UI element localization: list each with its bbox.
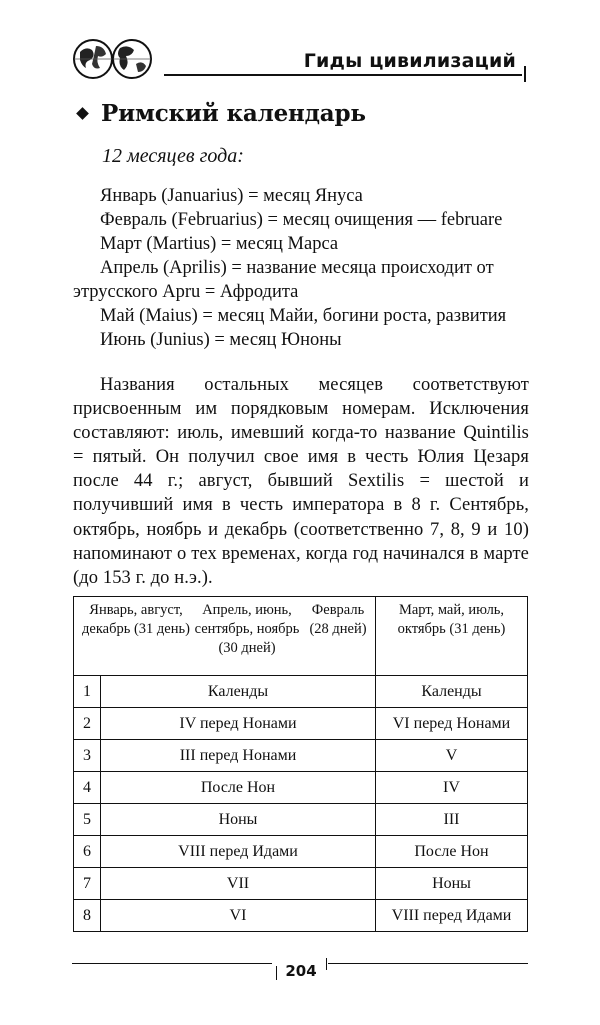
row-number: 7 (74, 868, 101, 900)
header-tick (524, 66, 526, 82)
row-cell-b: Ноны (376, 868, 528, 900)
row-cell-a: III перед Нонами (101, 740, 376, 772)
month-line: этрусского Apru = Афродита (73, 282, 299, 302)
row-cell-a: Ноны (101, 804, 376, 836)
page-number-tick-right (326, 958, 327, 970)
paragraph-text: Названия остальных месяцев соответствуют присвоенным им порядковым номерам. Исключения составляют: июль, имевший когда-то название Quintilis = пятый. Он получил свое имя в честь Юлия Цезаря после 44 г.; август, бывший Sextilis = шестой и получивший имя в честь императора в 8 г. Сентябрь, октябрь, ноябрь и декабрь (соответственно 7, 8, 9 и 10) напоминают о тех временах, когда год начинался в марте (до 153 г. до н.э.). (73, 375, 529, 588)
running-header (72, 38, 530, 80)
section-title-text: Римский календарь (101, 100, 366, 127)
row-cell-a: IV перед Нонами (101, 708, 376, 740)
row-cell-b: IV (376, 772, 528, 804)
row-cell-b: VI перед Нонами (376, 708, 528, 740)
header-rule (164, 74, 522, 76)
row-number: 3 (74, 740, 101, 772)
month-line: Май (Maius) = месяц Майи, богини роста, развития (100, 306, 507, 326)
month-line: Июнь (Junius) = месяц Юноны (100, 330, 342, 350)
calendar-table (73, 596, 528, 932)
footer-rule-left (72, 963, 272, 964)
footer-rule-right (328, 963, 528, 964)
header-col-feb: Февраль (28 дней) (309, 602, 367, 637)
months-list (73, 184, 529, 352)
table-header-row (74, 597, 528, 676)
diamond-bullet-icon (76, 107, 89, 120)
row-cell-b: После Нон (376, 836, 528, 868)
header-col-mar-may-jul-oct: Март, май, июль, октябрь (31 день) (376, 597, 528, 676)
month-line: Февраль (Februarius) = месяц очищения — februare (100, 210, 503, 230)
table-row (74, 868, 528, 900)
running-header-title: Гиды цивилизаций (303, 50, 516, 72)
globe-logo-icon (72, 38, 164, 80)
table-row (74, 740, 528, 772)
row-number: 2 (74, 708, 101, 740)
table-row (74, 676, 528, 708)
row-number: 5 (74, 804, 101, 836)
row-number: 4 (74, 772, 101, 804)
row-number: 8 (74, 900, 101, 932)
row-cell-b: III (376, 804, 528, 836)
table-row (74, 804, 528, 836)
section-title (78, 100, 366, 127)
row-cell-a: Календы (101, 676, 376, 708)
body-paragraph (73, 373, 529, 590)
month-line: Апрель (Aprilis) = название месяца происходит от (100, 258, 494, 278)
header-col-jan-aug-dec: Январь, август, декабрь (31 день) (82, 602, 190, 637)
row-cell-b: VIII перед Идами (376, 900, 528, 932)
subtitle: 12 месяцев года: (102, 145, 244, 167)
month-line: Январь (Januarius) = месяц Януса (100, 186, 363, 206)
table-row (74, 836, 528, 868)
month-line: Март (Martius) = месяц Марса (100, 234, 339, 254)
table-row (74, 900, 528, 932)
row-cell-b: V (376, 740, 528, 772)
row-cell-a: VII (101, 868, 376, 900)
row-cell-a: После Нон (101, 772, 376, 804)
table-row (74, 772, 528, 804)
row-cell-b: Календы (376, 676, 528, 708)
row-cell-a: VI (101, 900, 376, 932)
row-number: 1 (74, 676, 101, 708)
row-cell-a: VIII перед Идами (101, 836, 376, 868)
header-col-apr-jun-sep-nov: Апрель, июнь, сентябрь, ноябрь (30 дней) (194, 602, 300, 656)
table-row (74, 708, 528, 740)
row-number: 6 (74, 836, 101, 868)
page-number: 204 (285, 962, 317, 980)
table-header-left (74, 597, 376, 676)
